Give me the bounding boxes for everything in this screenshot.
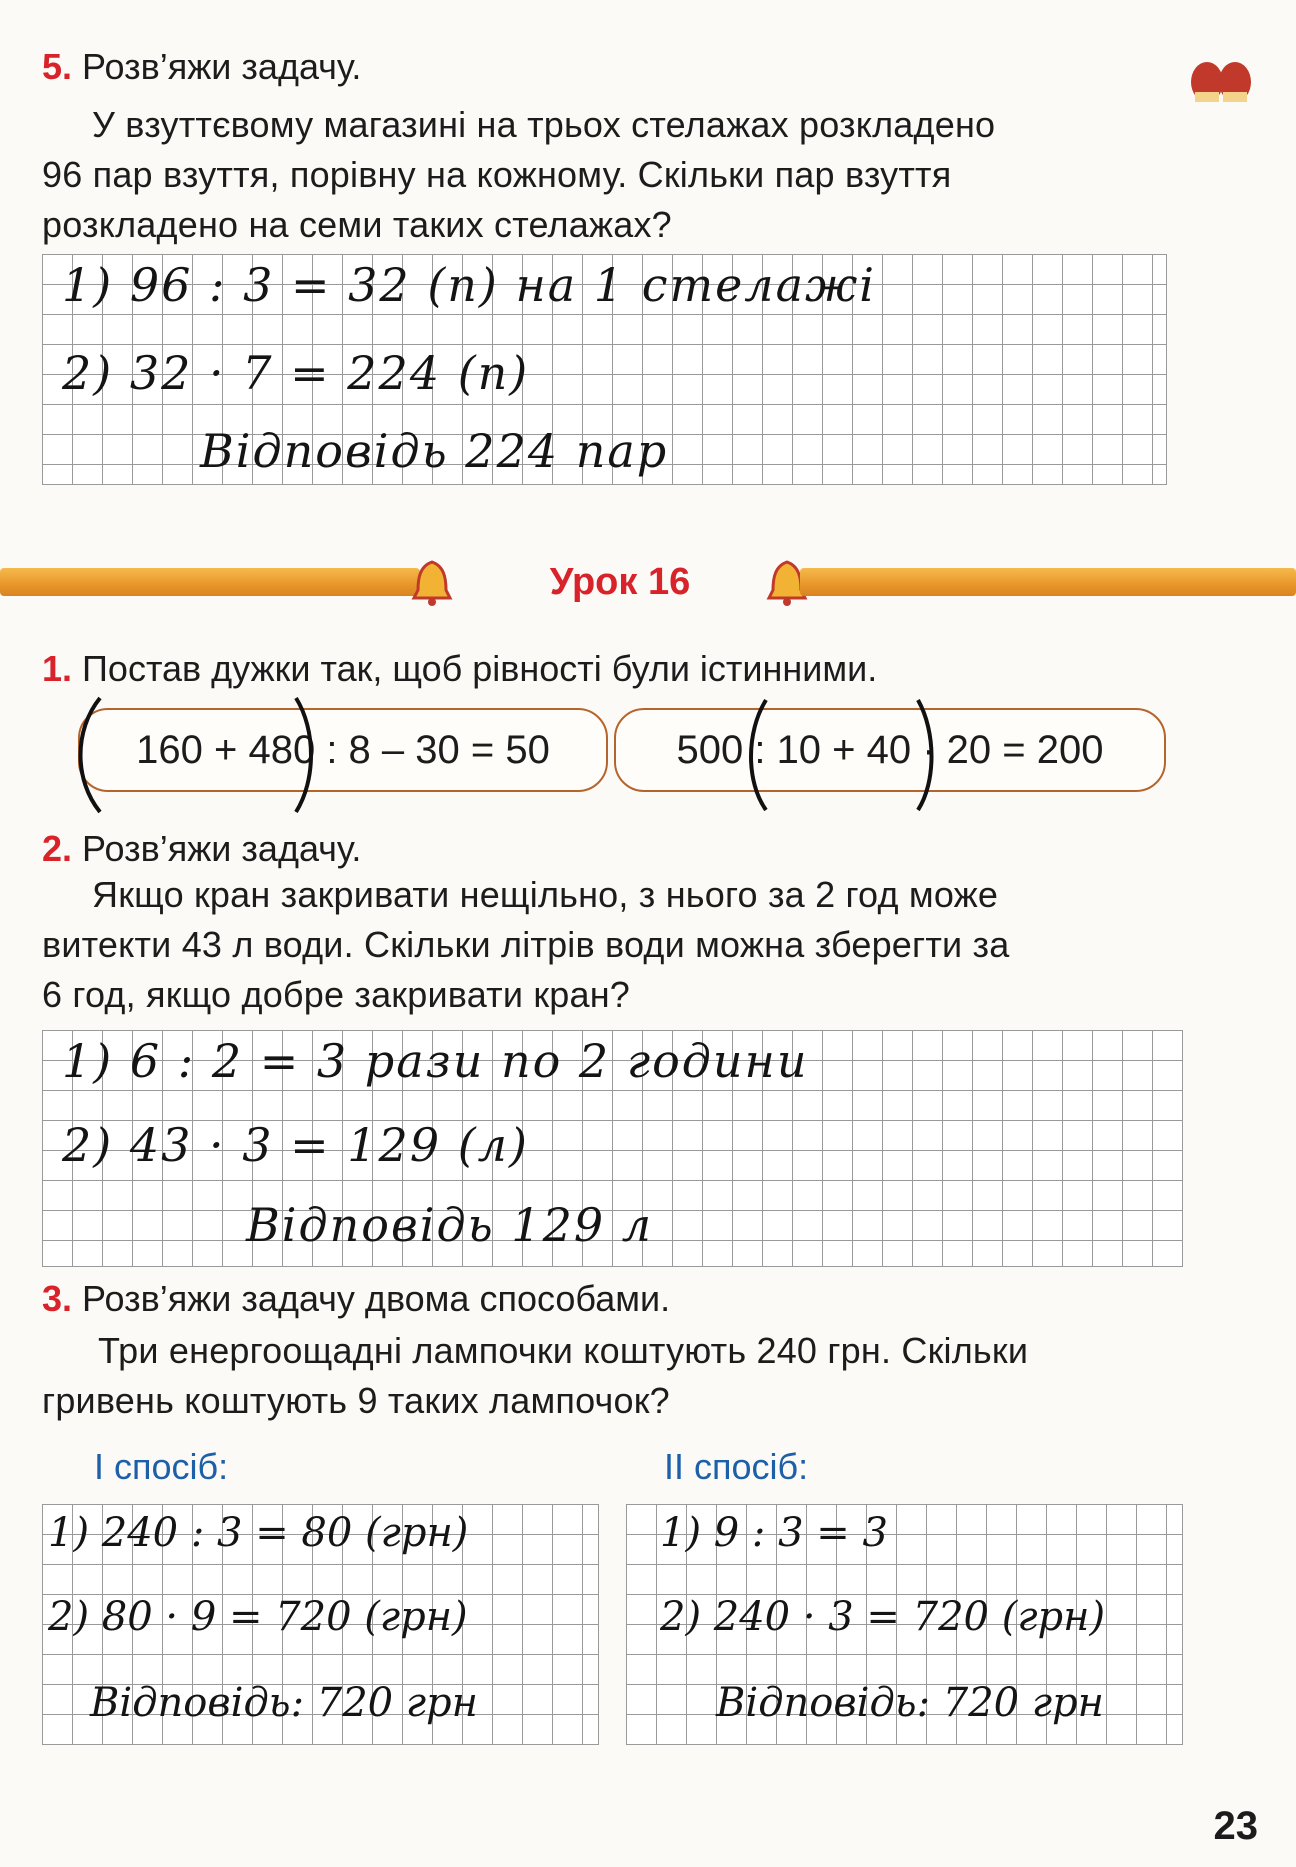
task5-line-2: 96 пар взуття, порівну на кожному. Скільки пар взуття bbox=[42, 154, 952, 195]
banner-band-left bbox=[0, 568, 420, 596]
task2-title: Розв’яжи задачу. bbox=[82, 828, 362, 869]
task3-text bbox=[42, 1326, 1192, 1426]
equation-2: 500 : 10 + 40 · 20 = 200 bbox=[676, 728, 1104, 772]
lesson-banner bbox=[0, 558, 1296, 606]
task2-line-1: Якщо кран закривати нещільно, з нього за 2 год може bbox=[92, 874, 999, 915]
page-number: 23 bbox=[1213, 1804, 1258, 1848]
way1-hw-2: 2) 80 · 9 = 720 (грн) bbox=[48, 1594, 468, 1640]
task5-text bbox=[42, 100, 1172, 250]
task2-line-2: витекти 43 л води. Скільки літрів води можна зберегти за bbox=[42, 924, 1010, 965]
task5-hw-1: 1) 96 : 3 = 32 (п) на 1 стелажі bbox=[62, 258, 877, 312]
task5-number: 5. bbox=[42, 46, 73, 87]
task3-line-2: гривень коштують 9 таких лампочок? bbox=[42, 1380, 670, 1421]
lesson-title: Урок 16 bbox=[549, 561, 691, 603]
task2-hw-3: Відповідь 129 л bbox=[246, 1198, 654, 1252]
way1-label: І спосіб: bbox=[94, 1446, 229, 1487]
task5-hw-2: 2) 32 · 7 = 224 (п) bbox=[62, 346, 530, 400]
task1-number: 1. bbox=[42, 648, 73, 689]
task5-heading bbox=[42, 46, 361, 88]
way2-label: ІІ спосіб: bbox=[664, 1446, 809, 1487]
task5-hw-3: Відповідь 224 пар bbox=[200, 424, 669, 478]
way1-hw-3: Відповідь: 720 грн bbox=[90, 1680, 479, 1726]
mittens-icon bbox=[1185, 52, 1257, 108]
task2-hw-1: 1) 6 : 2 = 3 рази по 2 години bbox=[62, 1034, 809, 1088]
task1-heading bbox=[42, 648, 877, 690]
way2-hw-1: 1) 9 : 3 = 3 bbox=[660, 1510, 888, 1556]
task3-line-1: Три енергоощадні лампочки коштують 240 грн. Скільки bbox=[98, 1330, 1029, 1371]
task1-title: Постав дужки так, щоб рівності були істинними. bbox=[82, 648, 878, 689]
equation-1: 160 + 480 : 8 – 30 = 50 bbox=[136, 728, 550, 772]
task3-heading bbox=[42, 1278, 670, 1320]
task5-line-1: У взуттєвому магазині на трьох стелажах розкладено bbox=[92, 104, 996, 145]
task2-heading bbox=[42, 828, 361, 870]
way1-hw-1: 1) 240 : 3 = 80 (грн) bbox=[48, 1510, 469, 1556]
way2-hw-3: Відповідь: 720 грн bbox=[716, 1680, 1105, 1726]
task5-title: Розв’яжи задачу. bbox=[82, 46, 362, 87]
task2-line-3: 6 год, якщо добре закривати кран? bbox=[42, 974, 631, 1015]
handwritten-brackets bbox=[70, 690, 1170, 820]
task3-number: 3. bbox=[42, 1278, 73, 1319]
bell-icon-left bbox=[410, 558, 454, 606]
task5-line-3: розкладено на семи таких стелажах? bbox=[42, 204, 672, 245]
task3-title: Розв’яжи задачу двома способами. bbox=[82, 1278, 671, 1319]
task2-number: 2. bbox=[42, 828, 73, 869]
task2-hw-2: 2) 43 · 3 = 129 (л) bbox=[62, 1118, 529, 1172]
banner-band-right bbox=[800, 568, 1296, 596]
way2-hw-2: 2) 240 · 3 = 720 (грн) bbox=[660, 1594, 1106, 1640]
task2-text bbox=[42, 870, 1192, 1020]
